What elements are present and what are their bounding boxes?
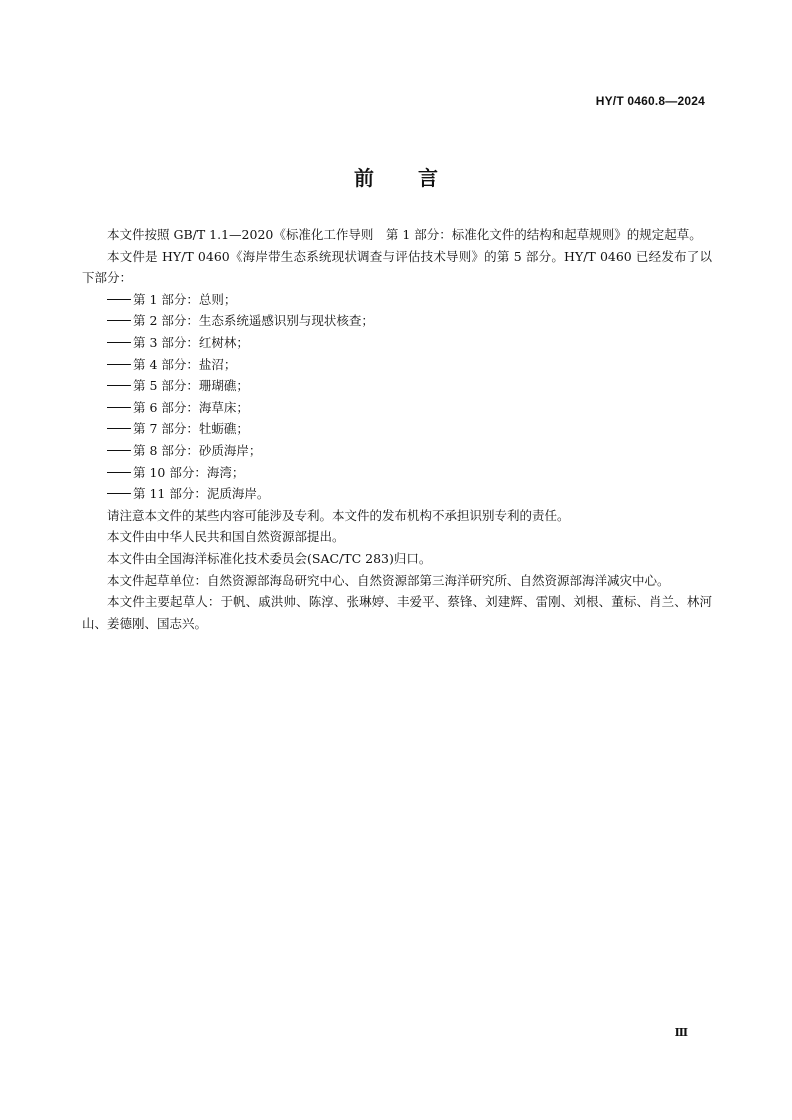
standard-code: HY/T 0460.8—2024 [595,94,705,108]
title-char-2: 言 [418,166,438,190]
title-char-1: 前 [354,166,374,190]
list-item: 第 7 部分：牡蛎礁； [82,418,712,440]
paragraph-drafting-basis: 本文件按照 GB/T 1.1—2020《标准化工作导则 第 1 部分：标准化文件的结构和起草规则》的规定起草。 [107,227,702,242]
list-item: 第 6 部分：海草床； [82,397,712,419]
em-dash-icon [107,428,131,429]
em-dash-icon [107,450,131,451]
page-number: Ⅲ [674,1027,688,1039]
list-item: 第 5 部分：珊瑚礁； [82,375,712,397]
em-dash-icon [107,385,131,386]
paragraph-proposer: 本文件由中华人民共和国自然资源部提出。 [107,529,345,545]
list-item: 第 3 部分：红树林； [82,332,712,354]
paragraph-drafters: 本文件主要起草人：于帆、戚洪帅、陈淳、张琳婷、丰爱平、蔡锋、刘建辉、雷刚、刘根、董标、肖兰、林河山、姜德刚、国志兴。 [82,594,712,631]
list-item: 第 2 部分：生态系统遥感识别与现状核查； [82,310,712,332]
em-dash-icon [107,364,131,365]
paragraph-patent-notice: 请注意本文件的某些内容可能涉及专利。本文件的发布机构不承担识别专利的责任。 [107,507,570,523]
page-title [0,162,792,191]
em-dash-icon [107,320,131,321]
list-item: 第 4 部分：盐沼； [82,354,712,376]
paragraph-centralized-management: 本文件由全国海洋标准化技术委员会(SAC/TC 283)归口。 [107,550,432,566]
em-dash-icon [107,407,131,408]
list-item: 第 8 部分：砂质海岸； [82,440,712,462]
em-dash-icon [107,342,131,343]
em-dash-icon [107,493,131,494]
list-item: 第 10 部分：海湾； [82,462,712,484]
parts-list [82,289,712,505]
paragraph-drafting-units: 本文件起草单位：自然资源部海岛研究中心、自然资源部第三海洋研究所、自然资源部海洋减灾中心。 [107,572,670,588]
em-dash-icon [107,299,131,300]
foreword-body [82,224,712,634]
paragraph-series-intro: 本文件是 HY/T 0460《海岸带生态系统现状调查与评估技术导则》的第 5 部分。HY/T 0460 已经发布了以下部分： [82,248,712,286]
list-item: 第 11 部分：泥质海岸。 [82,483,712,505]
list-item: 第 1 部分：总则； [82,289,712,311]
em-dash-icon [107,472,131,473]
